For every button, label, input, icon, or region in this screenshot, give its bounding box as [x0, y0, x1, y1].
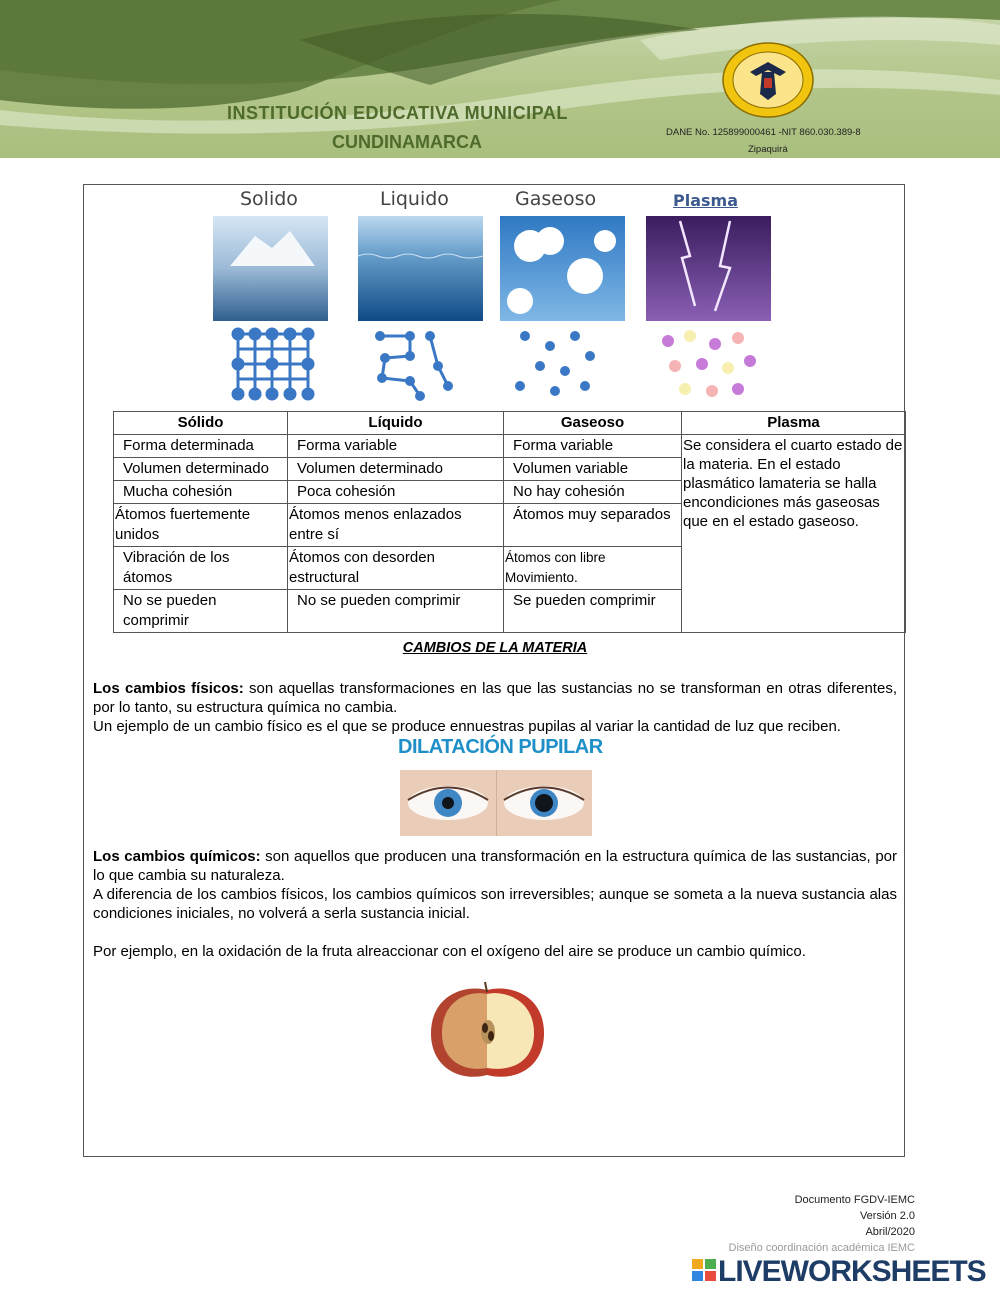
physical-changes-lead: Los cambios físicos: [93, 680, 244, 697]
label-solido: Solido [240, 188, 298, 210]
table-cell: Átomos muy separados [504, 504, 682, 547]
chemical-example-paragraph: Por ejemplo, en la oxidación de la fruta alreaccionar con el oxígeno del aire se produce un cambio químico. [93, 943, 806, 960]
table-cell: Poca cohesión [288, 481, 504, 504]
chemical-changes-paragraph [93, 847, 897, 885]
section-title: CAMBIOS DE LA MATERIA [402, 640, 588, 656]
liveworksheets-brand[interactable]: LIVEWORKSHEETS [718, 1255, 986, 1288]
apple-image [425, 980, 550, 1084]
table-cell: Átomos fuertemente unidos [114, 504, 288, 547]
institution-name: INSTITUCIÓN EDUCATIVA MUNICIPAL [227, 103, 568, 123]
table-row [114, 435, 906, 458]
header-solido: Sólido [114, 412, 288, 435]
label-liquido: Liquido [380, 188, 449, 210]
header-gaseoso: Gaseoso [504, 412, 682, 435]
institution-seal-logo [722, 42, 814, 118]
eyes-image [400, 770, 592, 836]
header-liquido: Líquido [288, 412, 504, 435]
table-cell: Forma variable [288, 435, 504, 458]
table-cell: Mucha cohesión [114, 481, 288, 504]
institution-department: CUNDINAMARCA [332, 132, 482, 152]
table-cell: Átomos menos enlazados entre sí [288, 504, 504, 547]
table-cell: Volumen determinado [288, 458, 504, 481]
footer-design: Diseño coordinación académica IEMC [728, 1242, 915, 1254]
chemical-changes-paragraph-2: A diferencia de los cambios físicos, los cambios químicos son irreversibles; aunque se someta a la nueva sustancia alas condiciones iniciales, no volverá a serla sustancia inicial. [93, 886, 897, 922]
plasma-description: Se considera el cuarto estado de la materia. En el estado plasmático lamateria se halla encondiciones más gaseosas que en el estado gaseoso. [682, 435, 906, 633]
table-header-row [114, 412, 906, 435]
table-cell: Volumen variable [504, 458, 682, 481]
table-cell: Forma determinada [114, 435, 288, 458]
footer-document: Documento FGDV-IEMC [794, 1194, 915, 1206]
physical-example-paragraph: Un ejemplo de un cambio físico es el que se produce ennuestras pupilas al variar la cantidad de luz que reciben. [93, 718, 841, 735]
states-of-matter-table [113, 411, 906, 633]
table-cell: Forma variable [504, 435, 682, 458]
states-of-matter-figure [210, 186, 790, 406]
physical-changes-paragraph [93, 679, 897, 717]
table-cell: No hay cohesión [504, 481, 682, 504]
page-header [0, 0, 1000, 158]
table-cell: Átomos con desorden estructural [288, 547, 504, 590]
dane-nit-text: DANE No. 125899000461 -NIT 860.030.389-8 [666, 127, 861, 138]
city-text: Zipaquirá [748, 144, 788, 155]
states-illustration [210, 186, 790, 406]
table-cell: Vibración de los átomos [114, 547, 288, 590]
physical-changes-text: son aquellas transformaciones en las que las sustancias no se transforman en otras diferentes, por lo tanto, su estructura química no cambia. [93, 680, 897, 716]
label-gaseoso: Gaseoso [515, 188, 597, 210]
chemical-changes-text: son aquellos que producen una transformación en la estructura química de las sustancias, por lo que cambia su naturaleza. [93, 848, 898, 884]
table-cell: Átomos con libre Movimiento. [504, 547, 682, 590]
table-cell: No se pueden comprimir [288, 590, 504, 633]
table-cell: Volumen determinado [114, 458, 288, 481]
footer-version: Versión 2.0 [859, 1210, 915, 1222]
header-plasma: Plasma [682, 412, 906, 435]
liveworksheets-logo-icon [692, 1259, 716, 1281]
table-cell: No se pueden comprimir [114, 590, 288, 633]
chemical-changes-lead: Los cambios químicos: [93, 848, 261, 865]
label-plasma: Plasma [673, 191, 738, 210]
pupil-dilation-title: DILATACIÓN PUPILAR [398, 736, 603, 758]
footer-date: Abril/2020 [865, 1226, 915, 1238]
table-cell: Se pueden comprimir [504, 590, 682, 633]
